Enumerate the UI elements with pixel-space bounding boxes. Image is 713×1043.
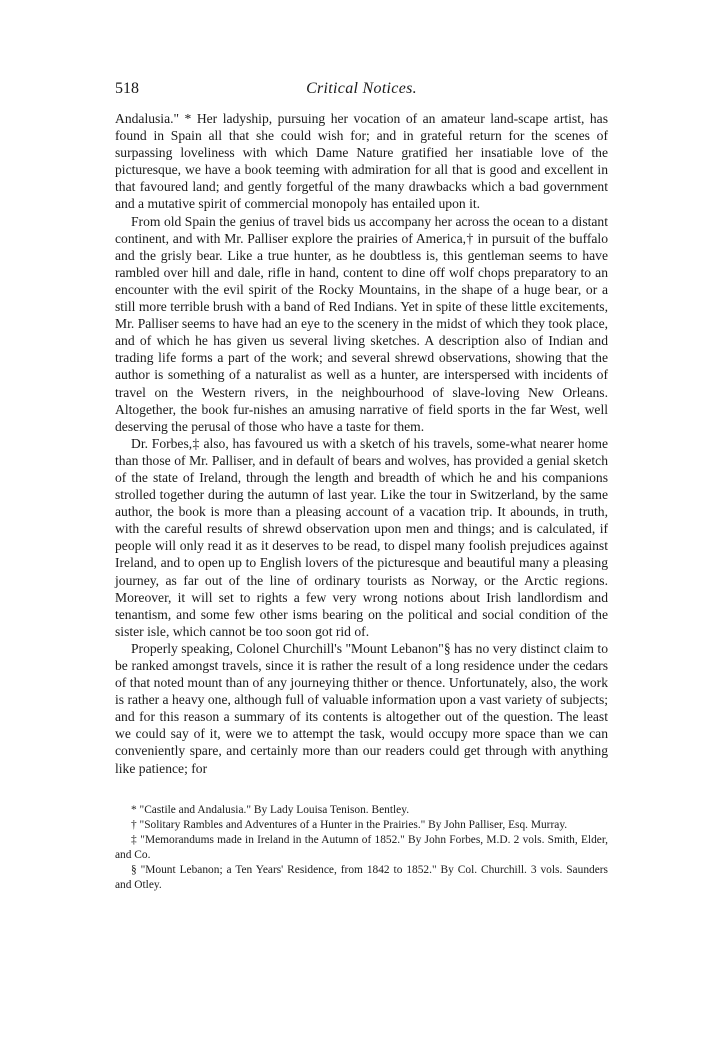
footnote: * "Castile and Andalusia." By Lady Louisa Tenison. Bentley. xyxy=(131,803,410,816)
footnote: ‡ "Memorandums made in Ireland in the Autumn of 1852." By John Forbes, M.D. 2 vols. Smith, Elder, and Co. xyxy=(115,833,608,861)
body-text xyxy=(115,110,608,777)
page-header xyxy=(115,78,608,104)
paragraph: Dr. Forbes,‡ also, has favoured us with a sketch of his travels, some-what nearer home than those of Mr. Palliser, and in default of bears and wolves, has provided a genial sketch of the state of Ireland, through the length and breadth of which he and his companions strolled together during the autumn of last year. Like the tour in Switzerland, by the same author, the book is more than a pleasing account of a vacation trip. It abounds, in truth, with the careful results of shrewd observation upon men and things; and is calculated, if people will only read it as it deserves to be read, to dispel many foolish prejudices against Ireland, and to open up to English lovers of the picturesque and beautiful many a pleasing journey, as far out of the line of ordinary tourists as Norway, or the Arctic regions. Moreover, it will set to rights a few very wrong notions about Irish landlordism and tenantism, and some few other isms bearing on the political and social condition of the sister isle, which cannot be too soon got rid of. xyxy=(115,435,608,639)
paragraph: From old Spain the genius of travel bids us accompany her across the ocean to a distant continent, and with Mr. Palliser explore the prairies of America,† in pursuit of the buffalo and the grisly bear. Like a true hunter, as he doubtless is, this gentleman seems to have rambled over hill and dale, rifle in hand, content to dine off wolf chops preparatory to an encounter with the evil spirit of the Rocky Mountains, in the shape of a huge bear, or a still more terrible brush with a band of Red Indians. Yet in spite of these little excitements, Mr. Palliser seems to have had an eye to the scenery in the midst of which they took place, and of which he has given us several living sketches. A description also of Indian and trading life forms a part of the work; and several shrewd observations, showing that the author is something of a naturalist as well as a hunter, are interspersed with incidents of travel on the Western rivers, in the neighbourhood of slave-loving New Orleans. Altogether, the book fur-nishes an amusing narrative of field sports in the far West, well deserving the perusal of those who have a taste for them. xyxy=(115,213,608,434)
paragraph: Properly speaking, Colonel Churchill's "Mount Lebanon"§ has no very distinct claim to be ranked amongst travels, since it is rather the result of a long residence under the cedars of that noted mount than of any journeying thither or thence. Unfortunately, also, the work is rather a heavy one, although full of valuable information upon a vast variety of subjects; and for this reason a summary of its contents is altogether out of the question. The least we could say of it, were we to attempt the task, would occupy more space than we can conveniently spare, and certainly more than our readers could get through with anything like patience; for xyxy=(115,640,609,776)
paragraph: Andalusia." * Her ladyship, pursuing her vocation of an amateur land-scape artist, has found in Spain all that she could wish for; and in grateful return for the scenes of surpassing loveliness with which Dame Nature gratified her insatiable love of the picturesque, we have a book teeming with admiration for all that is good and excellent in that favoured land; and gently forgetful of the many drawbacks which a bad government and a mutative spirit of commercial monopoly has entailed upon it. xyxy=(115,111,608,212)
footnote: † "Solitary Rambles and Adventures of a Hunter in the Prairies." By John Palliser, Esq. Murray. xyxy=(131,818,568,831)
book-page xyxy=(115,78,608,893)
footnotes xyxy=(115,803,608,893)
footnote: § "Mount Lebanon; a Ten Years' Residence, from 1842 to 1852." By Col. Churchill. 3 vols. Saunders and Otley. xyxy=(115,863,608,891)
running-title: Critical Notices. xyxy=(306,80,417,97)
page-number: 518 xyxy=(115,80,139,97)
